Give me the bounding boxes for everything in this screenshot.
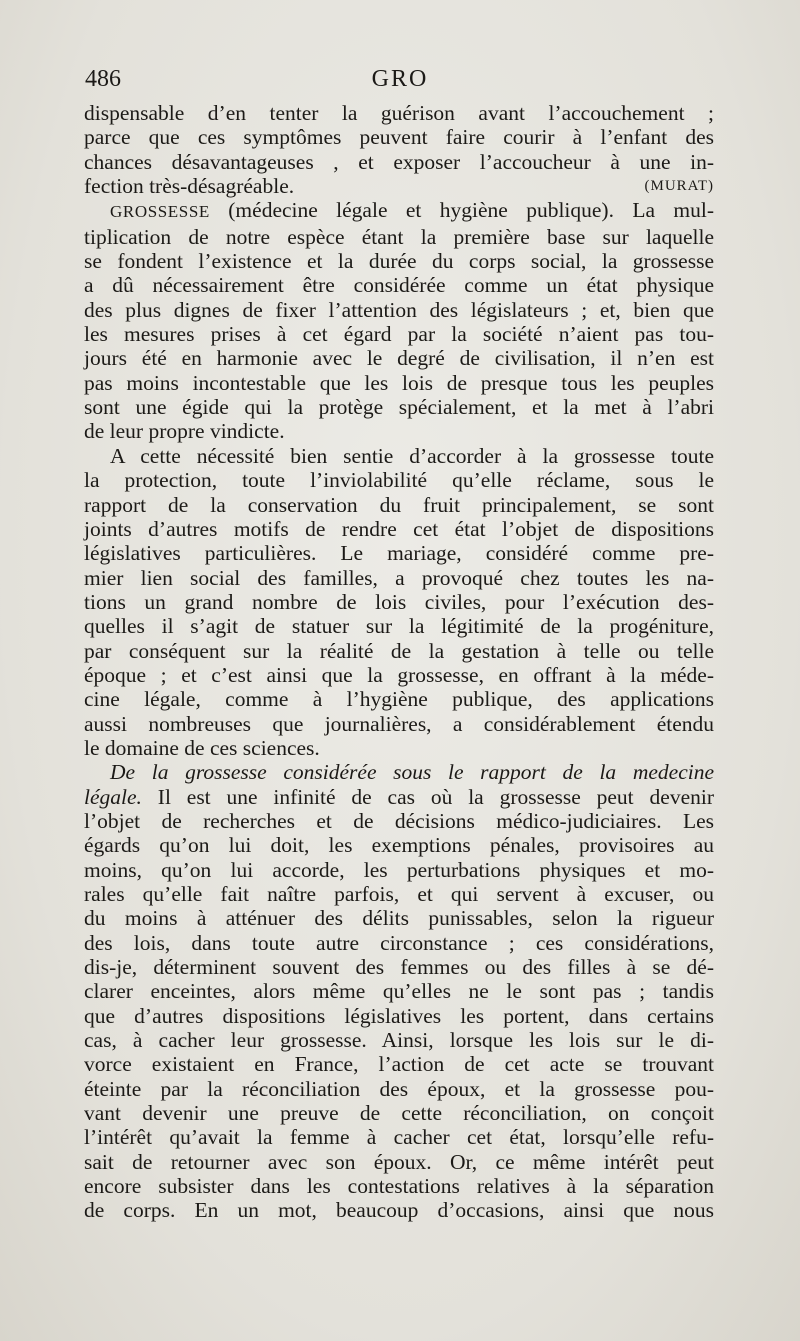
line-text: rales qu’elle fait naître parfois, et qui servent à excuser, ou — [84, 882, 714, 906]
text-line — [84, 1174, 714, 1198]
text-line — [84, 444, 714, 468]
text-line — [84, 298, 714, 322]
text-line — [84, 101, 714, 125]
text-line — [84, 663, 714, 687]
text-line — [84, 687, 714, 711]
line-text: de corps. En un mot, beaucoup d’occasions, ainsi que nous — [84, 1198, 714, 1223]
text-line — [84, 809, 714, 833]
line-text: aussi nombreuses que journalières, a considérablement étendu — [84, 711, 714, 736]
text-line — [84, 1052, 714, 1076]
text-line — [84, 639, 714, 663]
line-text: que d’autres dispositions législatives les portent, dans certains — [84, 1003, 714, 1028]
text-line — [84, 1077, 714, 1101]
line-text: parce que ces symptômes peuvent faire courir à l’enfant des — [84, 125, 714, 150]
author-signature: (MURAT) — [644, 178, 714, 195]
line-text: chances désavantageuses , et exposer l’accoucheur à une in- — [84, 149, 714, 174]
text-line — [84, 1198, 714, 1222]
text-line — [84, 882, 714, 906]
line-text: du moins à atténuer des délits punissables, selon la rigueur — [84, 906, 714, 931]
line-text: Il est une infinité de cas où la grossesse peut devenir — [141, 784, 714, 809]
line-text: fection très-désagréable. — [84, 174, 295, 199]
text-line — [84, 1150, 714, 1174]
text-line — [84, 273, 714, 297]
text-line — [84, 1028, 714, 1052]
line-text: vorce existaient en France, l’action de cet acte se trouvant — [84, 1052, 714, 1077]
text-line — [84, 174, 714, 198]
line-text: tions un grand nombre de lois civiles, pour l’exécution des- — [84, 589, 714, 614]
line-text: jours été en harmonie avec le degré de civilisation, il n’en est — [84, 346, 714, 371]
line-text: l’intérêt qu’avait la femme à cacher cet état, lorsqu’elle refu- — [84, 1125, 714, 1150]
text-line — [84, 614, 714, 638]
line-text: dis-je, déterminent souvent des femmes ou des filles à se dé- — [84, 955, 714, 980]
text-line — [84, 736, 714, 760]
text-line — [84, 979, 714, 1003]
line-text: quelles il s’agit de statuer sur la légitimité de la progéniture, — [84, 614, 714, 639]
line-text: sont une égide qui la protège spécialement, et la met à l’abri — [84, 395, 714, 420]
line-text: A cette nécessité bien sentie d’accorder à la grossesse toute — [110, 443, 714, 468]
line-text: rapport de la conservation du fruit principalement, se sont — [84, 492, 714, 517]
line-text: a dû nécessairement être considérée comme un état physique — [84, 273, 714, 298]
running-head: GRO — [371, 66, 429, 92]
line-text: éteinte par la réconciliation des époux, et la grossesse pou- — [84, 1076, 714, 1101]
line-text: encore subsister dans les contestations relatives à la séparation — [84, 1174, 714, 1199]
text-line — [84, 517, 714, 541]
text-line — [84, 712, 714, 736]
text-line — [84, 590, 714, 614]
line-text: clarer enceintes, alors même qu’elles ne le sont pas ; tandis — [84, 979, 714, 1004]
text-line — [84, 1004, 714, 1028]
text-line — [84, 1101, 714, 1125]
line-text: vant devenir une preuve de cette réconciliation, on conçoit — [84, 1101, 714, 1126]
text-line — [84, 371, 714, 395]
text-line — [84, 225, 714, 249]
page-header — [85, 66, 715, 100]
text-line — [84, 125, 714, 149]
line-text: moins, qu’on lui accorde, les perturbations physiques et mo- — [84, 857, 714, 882]
line-text: pas moins incontestable que les lois de presque tous les peuples — [84, 370, 714, 395]
line-text: le domaine de ces sciences. — [84, 735, 320, 760]
text-line — [84, 906, 714, 930]
text-line — [84, 346, 714, 370]
text-line — [84, 785, 714, 809]
line-text: se fondent l’existence et la durée du corps social, la grossesse — [84, 249, 714, 274]
line-text: des lois, dans toute autre circonstance ; ces considérations, — [84, 930, 714, 955]
text-line — [84, 858, 714, 882]
line-text: les mesures prises à cet égard par la société n’aient pas tou- — [84, 322, 714, 347]
text-line — [84, 566, 714, 590]
line-text: époque ; et c’est ainsi que la grossesse, en offrant à la méde- — [84, 662, 714, 687]
line-text: joints d’autres motifs de rendre cet état l’objet de dispositions — [84, 516, 714, 541]
section-heading: légale. — [84, 784, 142, 809]
body-text — [84, 101, 714, 1223]
text-line — [84, 249, 714, 273]
text-line — [84, 322, 714, 346]
text-line — [84, 931, 714, 955]
line-text: égards qu’on lui doit, les exemptions pénales, provisoires au — [84, 833, 714, 858]
line-text: dispensable d’en tenter la guérison avant l’accouchement ; — [84, 101, 714, 125]
line-text: par conséquent sur la réalité de la gestation à telle ou telle — [84, 638, 714, 663]
line-text: tiplication de notre espèce étant la première base sur laquelle — [84, 224, 714, 249]
text-line — [84, 150, 714, 174]
text-line — [84, 419, 714, 443]
line-text: cas, à cacher leur grossesse. Ainsi, lorsque les lois sur le di- — [84, 1028, 714, 1053]
text-line — [84, 468, 714, 492]
line-text: sait de retourner avec son époux. Or, ce même intérêt peut — [84, 1149, 714, 1174]
line-text: (médecine légale et hygiène publique). La mul- — [209, 198, 714, 223]
text-line — [84, 493, 714, 517]
text-line — [84, 833, 714, 857]
line-text: législatives particulières. Le mariage, considéré comme pre- — [84, 541, 714, 566]
page-number: 486 — [85, 66, 121, 92]
entry-headword: GROSSESSE — [110, 202, 210, 222]
line-text: des plus dignes de fixer l’attention des législateurs ; et, bien que — [84, 297, 714, 322]
line-text: de leur propre vindicte. — [84, 419, 285, 444]
text-line — [84, 395, 714, 419]
text-line — [84, 198, 714, 224]
line-text: la protection, toute l’inviolabilité qu’elle réclame, sous le — [84, 468, 714, 493]
line-text: cine légale, comme à l’hygiène publique, des applications — [84, 687, 714, 712]
section-heading: De la grossesse considérée sous le rapport de la medecine — [110, 760, 714, 785]
line-text: l’objet de recherches et de décisions médico-judiciaires. Les — [84, 808, 714, 833]
line-text: mier lien social des familles, a provoqué chez toutes les na- — [84, 565, 714, 590]
text-line — [84, 955, 714, 979]
text-line — [84, 760, 714, 784]
text-line — [84, 541, 714, 565]
text-line — [84, 1125, 714, 1149]
